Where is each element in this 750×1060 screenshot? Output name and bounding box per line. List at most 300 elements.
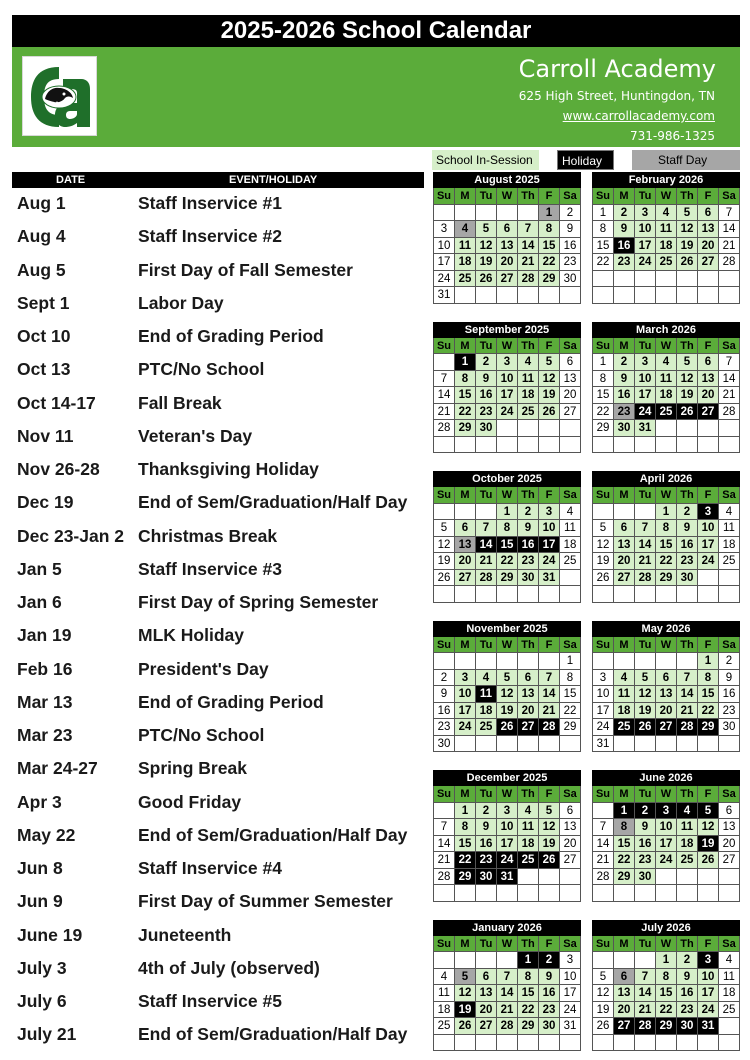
event-name: Veteran's Day — [138, 425, 253, 446]
calendar-day: 25 — [518, 852, 539, 869]
event-name: MLK Holiday — [138, 625, 244, 646]
calendar-day: 30 — [635, 869, 656, 886]
calendar-day: 21 — [635, 553, 656, 570]
calendar-day: 16 — [635, 836, 656, 853]
events-table-header — [12, 172, 424, 188]
event-name: Spring Break — [138, 758, 247, 779]
calendar-empty-cell — [698, 885, 719, 902]
calendar-day: 7 — [719, 354, 740, 371]
weekday-header: W — [497, 487, 518, 504]
calendar-empty-cell — [677, 736, 698, 753]
weekday-header: Sa — [560, 786, 581, 803]
calendar-day: 22 — [593, 404, 614, 421]
weekday-header: M — [455, 936, 476, 953]
calendar-day: 23 — [614, 254, 635, 271]
calendar-day: 7 — [635, 520, 656, 537]
calendar-day: 25 — [560, 553, 581, 570]
event-date: Apr 3 — [17, 791, 62, 812]
calendar-empty-cell — [560, 420, 581, 437]
calendar-day: 3 — [497, 803, 518, 820]
calendar-empty-cell — [698, 1035, 719, 1052]
calendar-empty-cell — [497, 205, 518, 222]
month-grid — [433, 338, 581, 454]
weekday-header: Sa — [719, 188, 740, 205]
calendar-day: 8 — [455, 371, 476, 388]
calendar-day: 28 — [518, 271, 539, 288]
weekday-header: Th — [518, 487, 539, 504]
calendar-empty-cell — [476, 504, 497, 521]
calendar-day: 12 — [593, 537, 614, 554]
calendar-day: 25 — [614, 719, 635, 736]
weekday-header: W — [656, 338, 677, 355]
event-row — [12, 257, 424, 285]
calendar-day: 29 — [656, 1018, 677, 1035]
weekday-header: Tu — [635, 188, 656, 205]
calendar-day: 17 — [656, 836, 677, 853]
calendar-day: 9 — [434, 686, 455, 703]
calendar-empty-cell — [476, 1035, 497, 1052]
calendar-empty-cell — [635, 1035, 656, 1052]
calendar-day: 5 — [677, 205, 698, 222]
calendar-day: 24 — [698, 1002, 719, 1019]
calendar-empty-cell — [635, 271, 656, 288]
calendar-day: 4 — [656, 205, 677, 222]
calendar-day: 30 — [677, 1018, 698, 1035]
calendar-empty-cell — [635, 287, 656, 304]
weekday-header: W — [497, 786, 518, 803]
calendar-empty-cell — [455, 205, 476, 222]
calendar-day: 19 — [698, 836, 719, 853]
calendar-empty-cell — [698, 287, 719, 304]
calendar-day: 29 — [518, 1018, 539, 1035]
calendar-day: 11 — [677, 819, 698, 836]
month-grid — [592, 338, 740, 454]
calendar-day: 20 — [698, 238, 719, 255]
calendar-empty-cell — [593, 437, 614, 454]
calendar-empty-cell — [614, 271, 635, 288]
month-title: January 2026 — [433, 920, 581, 936]
event-name: Staff Inservice #4 — [138, 858, 282, 878]
event-date: July 6 — [17, 991, 67, 1011]
calendar-day: 9 — [518, 520, 539, 537]
weekday-header: M — [614, 487, 635, 504]
calendar-day: 3 — [560, 952, 581, 969]
calendar-empty-cell — [518, 869, 539, 886]
event-date: Aug 4 — [17, 226, 66, 247]
calendar-day: 3 — [455, 670, 476, 687]
weekday-header: F — [698, 487, 719, 504]
weekday-header: W — [497, 637, 518, 654]
calendar-empty-cell — [593, 287, 614, 304]
calendar-day: 4 — [434, 969, 455, 986]
calendar-day: 12 — [677, 371, 698, 388]
event-row — [12, 988, 424, 1016]
weekday-header: W — [656, 786, 677, 803]
calendar-day: 23 — [677, 1002, 698, 1019]
calendar-empty-cell — [593, 504, 614, 521]
calendar-day: 18 — [455, 254, 476, 271]
calendar-day: 3 — [497, 354, 518, 371]
calendar-empty-cell — [476, 653, 497, 670]
calendar-empty-cell — [476, 287, 497, 304]
weekday-header: W — [656, 637, 677, 654]
calendar-day: 20 — [656, 703, 677, 720]
calendar-day: 19 — [497, 703, 518, 720]
calendar-day: 6 — [656, 670, 677, 687]
event-row — [12, 822, 424, 850]
calendar-day: 11 — [656, 221, 677, 238]
weekday-header: Su — [434, 637, 455, 654]
calendar-day: 10 — [635, 371, 656, 388]
month-grid — [433, 188, 581, 304]
weekday-header: Sa — [560, 637, 581, 654]
weekday-header: Tu — [635, 637, 656, 654]
weekday-header: F — [539, 188, 560, 205]
calendar-empty-cell — [698, 437, 719, 454]
calendar-day: 23 — [719, 703, 740, 720]
calendar-day: 31 — [539, 570, 560, 587]
event-name: First Day of Spring Semester — [138, 592, 379, 612]
calendar-empty-cell — [497, 952, 518, 969]
calendar-day: 15 — [560, 686, 581, 703]
calendar-day: 18 — [518, 387, 539, 404]
calendar-day: 4 — [476, 670, 497, 687]
calendar-day: 21 — [497, 1002, 518, 1019]
calendar-day: 20 — [698, 387, 719, 404]
calendar-day: 12 — [698, 819, 719, 836]
calendar-empty-cell — [677, 586, 698, 603]
calendar-day: 25 — [719, 1002, 740, 1019]
calendar-day: 23 — [560, 254, 581, 271]
event-date: Dec 19 — [17, 492, 74, 513]
calendar-day: 12 — [434, 537, 455, 554]
month-calendar — [433, 621, 581, 753]
calendar-day: 7 — [539, 670, 560, 687]
calendar-day: 4 — [455, 221, 476, 238]
calendar-day: 16 — [539, 985, 560, 1002]
calendar-day: 28 — [593, 869, 614, 886]
weekday-header: Su — [434, 786, 455, 803]
calendar-day: 12 — [455, 985, 476, 1002]
calendar-day: 27 — [698, 254, 719, 271]
calendar-empty-cell — [560, 736, 581, 753]
event-date: Mar 24-27 — [17, 758, 98, 779]
calendar-day: 7 — [719, 205, 740, 222]
calendar-day: 6 — [560, 803, 581, 820]
event-date: Jun 8 — [17, 858, 63, 878]
calendar-empty-cell — [560, 570, 581, 587]
calendar-empty-cell — [614, 287, 635, 304]
calendar-empty-cell — [656, 287, 677, 304]
calendar-day: 17 — [497, 836, 518, 853]
calendar-day: 8 — [593, 221, 614, 238]
calendar-day: 6 — [698, 205, 719, 222]
calendar-day: 21 — [719, 387, 740, 404]
calendar-day: 18 — [518, 836, 539, 853]
calendar-empty-cell — [656, 653, 677, 670]
calendar-day: 25 — [656, 254, 677, 271]
calendar-day: 28 — [719, 404, 740, 421]
weekday-header: M — [455, 487, 476, 504]
calendar-day: 18 — [434, 1002, 455, 1019]
calendar-day: 16 — [677, 985, 698, 1002]
month-calendar — [592, 621, 740, 753]
event-name: President's Day — [138, 658, 269, 679]
calendar-day: 13 — [719, 819, 740, 836]
weekday-header: W — [656, 936, 677, 953]
weekday-header: Su — [593, 487, 614, 504]
event-name: First Day of Summer Semester — [138, 891, 393, 912]
weekday-header: Sa — [560, 188, 581, 205]
month-grid — [592, 637, 740, 753]
event-row — [12, 789, 424, 817]
calendar-day: 16 — [518, 537, 539, 554]
calendar-day: 25 — [677, 852, 698, 869]
calendar-day: 2 — [434, 670, 455, 687]
calendar-day: 5 — [455, 969, 476, 986]
calendar-day: 11 — [719, 969, 740, 986]
calendar-day: 8 — [656, 969, 677, 986]
weekday-header: Su — [434, 338, 455, 355]
calendar-day: 29 — [539, 271, 560, 288]
calendar-day: 28 — [635, 1018, 656, 1035]
date-column-header: DATE — [56, 174, 86, 186]
event-row — [12, 589, 424, 617]
event-date: Aug 5 — [17, 259, 66, 280]
weekday-header: M — [614, 637, 635, 654]
calendar-day: 10 — [560, 969, 581, 986]
event-row — [12, 390, 424, 418]
calendar-empty-cell — [698, 570, 719, 587]
calendar-empty-cell — [635, 504, 656, 521]
weekday-header: Th — [518, 936, 539, 953]
calendar-day: 9 — [476, 819, 497, 836]
calendar-day: 21 — [434, 404, 455, 421]
calendar-day: 17 — [560, 985, 581, 1002]
calendar-day: 13 — [614, 985, 635, 1002]
calendar-day: 19 — [677, 387, 698, 404]
calendar-day: 11 — [719, 520, 740, 537]
calendar-day: 7 — [593, 819, 614, 836]
calendar-day: 29 — [560, 719, 581, 736]
calendar-empty-cell — [539, 885, 560, 902]
calendar-day: 25 — [476, 719, 497, 736]
calendar-day: 19 — [539, 387, 560, 404]
calendar-day: 22 — [455, 404, 476, 421]
calendar-day: 5 — [593, 520, 614, 537]
calendar-empty-cell — [614, 885, 635, 902]
calendar-day: 15 — [593, 387, 614, 404]
weekday-header: Tu — [476, 637, 497, 654]
weekday-header: Tu — [635, 936, 656, 953]
calendar-day: 14 — [434, 387, 455, 404]
calendar-day: 22 — [539, 254, 560, 271]
weekday-header: W — [497, 188, 518, 205]
calendar-day: 3 — [434, 221, 455, 238]
weekday-header: Tu — [635, 786, 656, 803]
calendar-day: 22 — [614, 852, 635, 869]
calendar-day: 13 — [698, 371, 719, 388]
calendar-day: 12 — [476, 238, 497, 255]
calendar-empty-cell — [635, 952, 656, 969]
calendar-empty-cell — [518, 205, 539, 222]
calendar-day: 21 — [434, 852, 455, 869]
calendar-day: 13 — [614, 537, 635, 554]
calendar-day: 26 — [698, 852, 719, 869]
weekday-header: Th — [677, 188, 698, 205]
calendar-day: 11 — [518, 371, 539, 388]
calendar-day: 1 — [518, 952, 539, 969]
calendar-day: 7 — [434, 819, 455, 836]
calendar-day: 24 — [560, 1002, 581, 1019]
calendar-day: 12 — [593, 985, 614, 1002]
weekday-header: Sa — [719, 637, 740, 654]
calendar-empty-cell — [518, 885, 539, 902]
calendar-day: 11 — [656, 371, 677, 388]
calendar-day: 26 — [497, 719, 518, 736]
calendar-day: 16 — [677, 537, 698, 554]
event-date: Jan 6 — [17, 592, 62, 612]
calendar-day: 31 — [635, 420, 656, 437]
calendar-empty-cell — [539, 869, 560, 886]
calendar-day: 2 — [614, 354, 635, 371]
weekday-header: Su — [434, 936, 455, 953]
calendar-day: 7 — [677, 670, 698, 687]
calendar-day: 10 — [698, 520, 719, 537]
weekday-header: W — [497, 338, 518, 355]
calendar-day: 29 — [455, 420, 476, 437]
calendar-day: 4 — [518, 354, 539, 371]
event-name: PTC/No School — [138, 725, 265, 745]
calendar-day: 20 — [497, 254, 518, 271]
calendar-empty-cell — [476, 586, 497, 603]
calendar-day: 10 — [539, 520, 560, 537]
calendar-day: 4 — [719, 952, 740, 969]
calendar-empty-cell — [656, 586, 677, 603]
event-name: PTC/No School — [138, 359, 265, 380]
calendar-empty-cell — [614, 736, 635, 753]
calendar-day: 9 — [614, 221, 635, 238]
calendar-day: 5 — [539, 803, 560, 820]
calendar-day: 27 — [656, 719, 677, 736]
event-date: Feb 16 — [17, 658, 73, 679]
event-row — [12, 656, 424, 684]
calendar-empty-cell — [719, 420, 740, 437]
calendar-day: 14 — [635, 985, 656, 1002]
calendar-day: 6 — [698, 354, 719, 371]
calendar-day: 7 — [476, 520, 497, 537]
event-name: 4th of July (observed) — [138, 957, 320, 978]
calendar-day: 3 — [698, 952, 719, 969]
calendar-day: 18 — [560, 537, 581, 554]
calendar-day: 20 — [518, 703, 539, 720]
calendar-empty-cell — [434, 885, 455, 902]
calendar-empty-cell — [677, 869, 698, 886]
calendar-empty-cell — [539, 287, 560, 304]
calendar-empty-cell — [476, 952, 497, 969]
event-row — [12, 1021, 424, 1049]
month-grid — [433, 786, 581, 902]
month-grid — [592, 786, 740, 902]
event-row — [12, 323, 424, 351]
weekday-header: Sa — [719, 487, 740, 504]
calendar-day: 9 — [635, 819, 656, 836]
weekday-header: Su — [434, 487, 455, 504]
calendar-day: 27 — [455, 570, 476, 587]
month-title: June 2026 — [592, 770, 740, 786]
weekday-header: Su — [593, 786, 614, 803]
calendar-empty-cell — [518, 287, 539, 304]
weekday-header: Su — [593, 936, 614, 953]
calendar-day: 28 — [635, 570, 656, 587]
school-website-link[interactable]: www.carrollacademy.com — [562, 109, 715, 123]
calendar-day: 30 — [539, 1018, 560, 1035]
calendar-day: 22 — [656, 1002, 677, 1019]
calendar-empty-cell — [455, 586, 476, 603]
calendar-day: 9 — [677, 969, 698, 986]
weekday-header: Tu — [476, 936, 497, 953]
calendar-day: 19 — [476, 254, 497, 271]
calendar-day: 2 — [614, 205, 635, 222]
event-name: Staff Inservice #3 — [138, 558, 282, 579]
calendar-day: 13 — [455, 537, 476, 554]
calendar-day: 19 — [593, 553, 614, 570]
calendar-empty-cell — [614, 437, 635, 454]
calendar-day: 15 — [656, 985, 677, 1002]
calendar-day: 24 — [593, 719, 614, 736]
calendar-empty-cell — [455, 504, 476, 521]
calendar-day: 16 — [614, 238, 635, 255]
calendar-day: 10 — [656, 819, 677, 836]
calendar-empty-cell — [434, 803, 455, 820]
calendar-day: 23 — [434, 719, 455, 736]
calendar-day: 9 — [539, 969, 560, 986]
calendar-day: 27 — [560, 404, 581, 421]
event-row — [12, 622, 424, 650]
calendar-empty-cell — [677, 1035, 698, 1052]
calendar-day: 22 — [698, 703, 719, 720]
calendar-day: 18 — [677, 836, 698, 853]
calendar-day: 24 — [698, 553, 719, 570]
calendar-empty-cell — [656, 736, 677, 753]
calendar-empty-cell — [476, 736, 497, 753]
calendar-day: 25 — [719, 553, 740, 570]
calendar-day: 8 — [539, 221, 560, 238]
month-calendar — [592, 172, 740, 304]
calendar-day: 30 — [719, 719, 740, 736]
weekday-header: Th — [677, 786, 698, 803]
calendar-day: 31 — [698, 1018, 719, 1035]
calendar-day: 1 — [593, 354, 614, 371]
calendar-empty-cell — [497, 420, 518, 437]
event-name: Juneteenth — [138, 924, 232, 945]
calendar-empty-cell — [635, 736, 656, 753]
calendar-day: 16 — [719, 686, 740, 703]
calendar-day: 19 — [593, 1002, 614, 1019]
calendar-day: 2 — [539, 952, 560, 969]
event-row — [12, 888, 424, 916]
weekday-header: F — [539, 786, 560, 803]
weekday-header: W — [497, 936, 518, 953]
calendar-day: 29 — [455, 869, 476, 886]
month-calendar — [592, 920, 740, 1052]
calendar-day: 10 — [698, 969, 719, 986]
calendar-empty-cell — [656, 437, 677, 454]
calendar-day: 5 — [635, 670, 656, 687]
calendar-empty-cell — [476, 205, 497, 222]
weekday-header: M — [455, 637, 476, 654]
calendar-empty-cell — [698, 736, 719, 753]
